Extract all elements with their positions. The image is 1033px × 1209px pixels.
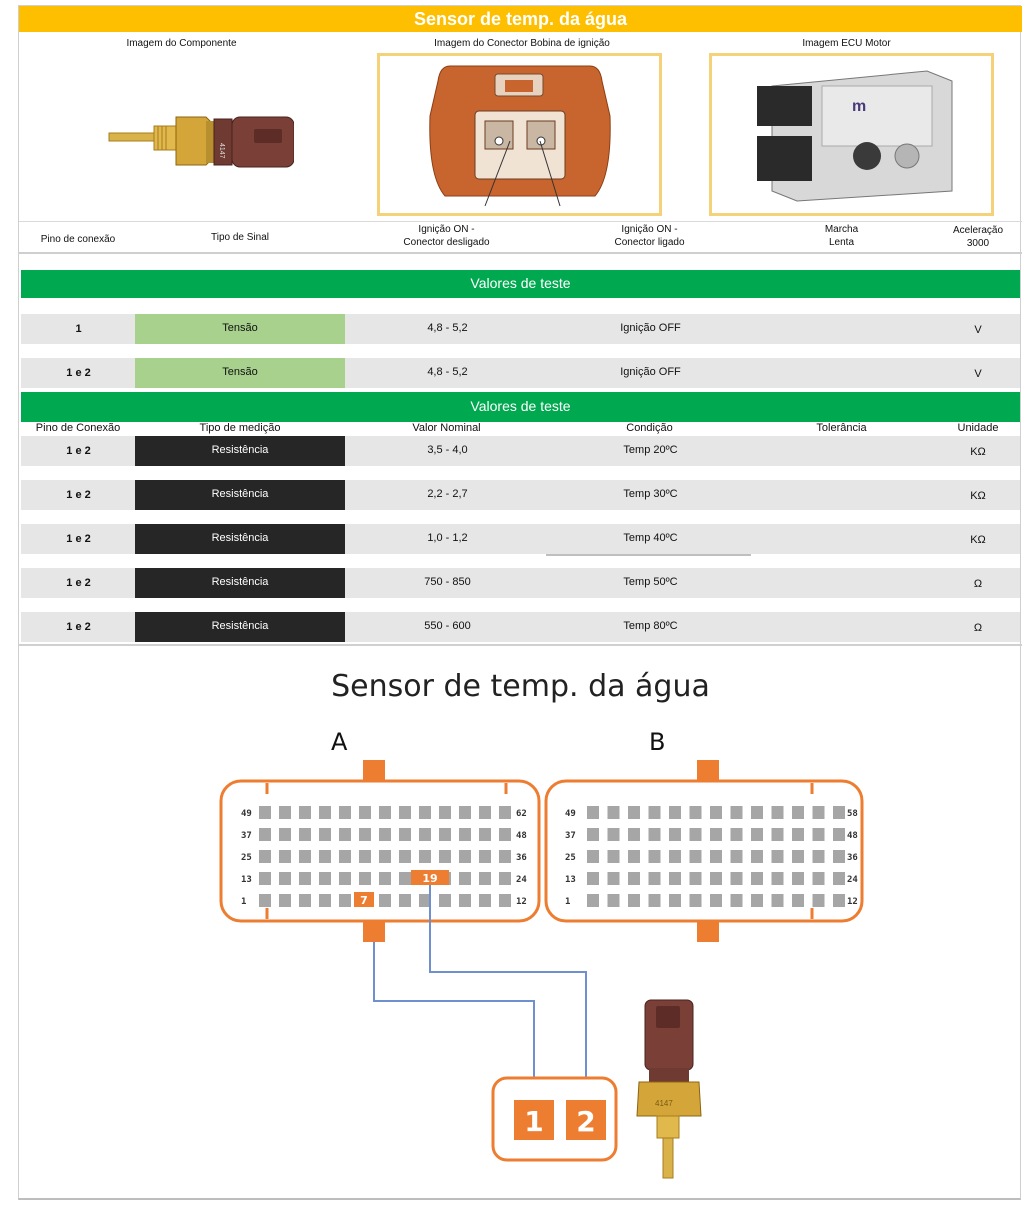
connector-pin bbox=[399, 894, 411, 907]
connector-pin bbox=[669, 872, 681, 885]
connector-pin bbox=[792, 872, 804, 885]
connector-pin bbox=[731, 872, 743, 885]
header-idle bbox=[749, 223, 934, 249]
ecu-image-caption: Imagem ECU Motor bbox=[802, 38, 891, 49]
row-pin: 1 e 2 bbox=[66, 489, 91, 501]
row-value: 550 - 600 bbox=[424, 620, 471, 632]
pin-number-label: 24 bbox=[516, 875, 527, 885]
connector-pin bbox=[299, 894, 311, 907]
table-row bbox=[21, 480, 1020, 510]
connector-pin bbox=[792, 850, 804, 863]
connector-pin bbox=[833, 850, 845, 863]
connector-pin bbox=[279, 850, 291, 863]
connector-pin bbox=[379, 894, 391, 907]
connector-pin bbox=[359, 806, 371, 819]
connector-pin bbox=[833, 828, 845, 841]
connector-pin bbox=[772, 894, 784, 907]
row-unit: Ω bbox=[973, 578, 983, 590]
connector-pin bbox=[259, 894, 271, 907]
connector-pin bbox=[833, 872, 845, 885]
sensor-picture bbox=[637, 1000, 701, 1178]
connector-pin bbox=[751, 894, 763, 907]
header-signal: Tipo de Sinal bbox=[211, 232, 269, 243]
connector-pin bbox=[299, 872, 311, 885]
connector-pin bbox=[608, 828, 620, 841]
section1-title: Valores de teste bbox=[21, 270, 1020, 298]
row-pin: 1 e 2 bbox=[66, 445, 91, 457]
pin-number-label: 49 bbox=[241, 809, 252, 819]
connector-pin bbox=[279, 894, 291, 907]
connector-pin bbox=[772, 806, 784, 819]
pin-number-label: 1 bbox=[565, 897, 571, 907]
connector-pin bbox=[833, 894, 845, 907]
connector-pin bbox=[379, 850, 391, 863]
connector-pin bbox=[439, 828, 451, 841]
connector-pin bbox=[399, 806, 411, 819]
header-ignition-off-line1: Ignição ON - bbox=[418, 224, 475, 235]
connector-pin bbox=[792, 806, 804, 819]
component-image-caption: Imagem do Componente bbox=[126, 38, 237, 49]
connector-pin bbox=[628, 828, 640, 841]
row-pin: 1 e 2 bbox=[66, 533, 91, 545]
connector-pin bbox=[731, 806, 743, 819]
row-unit: KΩ bbox=[970, 446, 986, 458]
connector-pin bbox=[690, 806, 702, 819]
connector-pin bbox=[499, 894, 511, 907]
pin-number-label: 24 bbox=[847, 875, 858, 885]
connector-pin bbox=[439, 894, 451, 907]
connector-pin bbox=[628, 894, 640, 907]
connector-pin bbox=[628, 850, 640, 863]
connector-pin bbox=[359, 872, 371, 885]
connector-pin bbox=[710, 828, 722, 841]
pin-number-label: 62 bbox=[516, 809, 527, 819]
connector-pin bbox=[751, 850, 763, 863]
connector-pin bbox=[399, 828, 411, 841]
ecu-image bbox=[712, 56, 991, 213]
section2-title: Valores de teste bbox=[21, 392, 1020, 422]
connector-pin bbox=[479, 872, 491, 885]
connector-pin bbox=[339, 894, 351, 907]
connector-pin bbox=[587, 828, 599, 841]
connector-pin bbox=[319, 828, 331, 841]
connector-image-frame bbox=[377, 53, 662, 216]
header-ignition-on-line1: Ignição ON - bbox=[621, 224, 678, 235]
connector-pin bbox=[649, 872, 661, 885]
pin-b-label: 19 bbox=[422, 872, 438, 885]
connector-pin bbox=[479, 806, 491, 819]
row-value: 2,2 - 2,7 bbox=[427, 488, 468, 500]
connector-pin bbox=[479, 850, 491, 863]
connector-pin bbox=[499, 872, 511, 885]
pin-number-label: 12 bbox=[516, 897, 527, 907]
connector-pin bbox=[479, 894, 491, 907]
svg-text:m: m bbox=[852, 98, 867, 115]
connector-pin bbox=[751, 828, 763, 841]
connector-pin bbox=[649, 894, 661, 907]
row-condition: Temp 20ºC bbox=[623, 444, 678, 456]
pin-number-label: 37 bbox=[565, 831, 576, 841]
connector-pin bbox=[279, 828, 291, 841]
table-row bbox=[21, 314, 1020, 344]
header-idle-line2: Lenta bbox=[828, 237, 855, 248]
connector-pin bbox=[628, 872, 640, 885]
connector-pin bbox=[319, 806, 331, 819]
table-row bbox=[21, 524, 1020, 554]
connector-pin bbox=[690, 850, 702, 863]
pin-number-label: 58 bbox=[847, 809, 858, 819]
row-type: Resistência bbox=[135, 480, 345, 510]
connector-pin bbox=[710, 872, 722, 885]
connector-pin bbox=[669, 806, 681, 819]
connector-pin bbox=[772, 850, 784, 863]
connector-pin bbox=[419, 828, 431, 841]
ecu-image-frame bbox=[709, 53, 994, 216]
connector-pin bbox=[813, 872, 825, 885]
connector-pin bbox=[710, 850, 722, 863]
connector-pin bbox=[259, 872, 271, 885]
connector-pin bbox=[690, 872, 702, 885]
header-idle-line1: Marcha bbox=[824, 224, 859, 235]
row-condition: Temp 50ºC bbox=[623, 576, 678, 588]
row-unit: Ω bbox=[973, 622, 983, 634]
header-acceleration-line2: 3000 bbox=[966, 238, 990, 249]
connector-pin bbox=[587, 850, 599, 863]
connector-pin bbox=[299, 828, 311, 841]
page-title: Sensor de temp. da água bbox=[19, 6, 1022, 32]
table-row bbox=[21, 358, 1020, 388]
connector-pin bbox=[792, 894, 804, 907]
connector-pin bbox=[379, 872, 391, 885]
connector-pin bbox=[813, 806, 825, 819]
connector-pin bbox=[279, 872, 291, 885]
connector-pin bbox=[319, 894, 331, 907]
connector-pin bbox=[792, 828, 804, 841]
sensor-pin-2-label: 2 bbox=[576, 1105, 596, 1138]
connector-pin bbox=[690, 894, 702, 907]
connector-pin bbox=[379, 806, 391, 819]
header-pin: Pino de conexão bbox=[40, 234, 116, 245]
connector-pin bbox=[499, 806, 511, 819]
col-header-nominal: Valor Nominal bbox=[412, 422, 481, 434]
connector-pin bbox=[813, 894, 825, 907]
pin-number-label: 36 bbox=[516, 853, 527, 863]
connector-pin bbox=[319, 872, 331, 885]
sensor-picture-marking: 4147 bbox=[655, 1099, 673, 1108]
connector-pin bbox=[628, 806, 640, 819]
header-ignition-off bbox=[344, 223, 549, 249]
connector-pin bbox=[479, 828, 491, 841]
row-type: Resistência bbox=[135, 436, 345, 466]
header-separator-bottom bbox=[19, 252, 1022, 254]
connector-pin bbox=[439, 806, 451, 819]
connector-pin bbox=[608, 806, 620, 819]
pin-number-label: 13 bbox=[241, 875, 252, 885]
sensor-marking: 4147 bbox=[218, 143, 225, 159]
header-acceleration-line1: Aceleração bbox=[952, 225, 1004, 236]
connector-pin bbox=[669, 828, 681, 841]
header-ignition-on-line2: Conector ligado bbox=[614, 237, 685, 248]
cell-border bbox=[546, 554, 751, 556]
connector-pin bbox=[608, 850, 620, 863]
row-pin: 1 bbox=[75, 323, 82, 335]
row-condition: Temp 40ºC bbox=[623, 532, 678, 544]
row-pin: 1 e 2 bbox=[66, 621, 91, 633]
connector-pin bbox=[751, 806, 763, 819]
row-unit: V bbox=[974, 324, 982, 336]
row-condition: Ignição OFF bbox=[620, 366, 681, 378]
connector-pin bbox=[379, 828, 391, 841]
connector-pin bbox=[259, 850, 271, 863]
pin-number-label: 25 bbox=[241, 853, 252, 863]
connector-pin bbox=[669, 894, 681, 907]
row-value: 750 - 850 bbox=[424, 576, 471, 588]
connector-pin bbox=[649, 828, 661, 841]
connector-pin bbox=[608, 894, 620, 907]
connector-pin bbox=[259, 828, 271, 841]
table-row bbox=[21, 436, 1020, 466]
connector-pin bbox=[710, 806, 722, 819]
connector-pin bbox=[587, 806, 599, 819]
connector-pin bbox=[731, 850, 743, 863]
connector-b bbox=[546, 760, 862, 942]
col-header-condition: Condição bbox=[626, 422, 673, 434]
connector-pin bbox=[710, 894, 722, 907]
connector-pin bbox=[419, 850, 431, 863]
pin-number-label: 12 bbox=[847, 897, 858, 907]
connector-pin bbox=[279, 806, 291, 819]
connector-pin bbox=[259, 806, 271, 819]
row-unit: KΩ bbox=[970, 534, 986, 546]
connector-pin bbox=[419, 806, 431, 819]
row-unit: KΩ bbox=[970, 490, 986, 502]
row-condition: Temp 30ºC bbox=[623, 488, 678, 500]
pin-number-label: 25 bbox=[565, 853, 576, 863]
connector-pin bbox=[772, 828, 784, 841]
wiring-diagram bbox=[209, 756, 869, 1196]
pin-number-label: 1 bbox=[241, 897, 247, 907]
connector-image bbox=[380, 56, 659, 213]
row-type: Tensão bbox=[135, 314, 345, 344]
pin-number-label: 48 bbox=[516, 831, 527, 841]
header-ignition-on bbox=[547, 223, 752, 249]
col-header-type: Tipo de medição bbox=[199, 422, 281, 434]
row-unit: V bbox=[974, 368, 982, 380]
row-type: Tensão bbox=[135, 358, 345, 388]
connector-pin bbox=[772, 872, 784, 885]
connector-pin bbox=[459, 872, 471, 885]
connector-pin bbox=[459, 894, 471, 907]
header-separator-top bbox=[19, 221, 1022, 222]
connector-pin bbox=[359, 828, 371, 841]
row-type: Resistência bbox=[135, 524, 345, 554]
connector-pin bbox=[399, 850, 411, 863]
connector-pin bbox=[731, 894, 743, 907]
connector-pin bbox=[751, 872, 763, 885]
row-condition: Ignição OFF bbox=[620, 322, 681, 334]
connector-pin bbox=[299, 850, 311, 863]
col-header-pin: Pino de Conexão bbox=[35, 422, 121, 434]
component-image bbox=[104, 101, 294, 181]
connector-pin bbox=[587, 872, 599, 885]
connector-pin bbox=[439, 850, 451, 863]
connector-pin bbox=[649, 806, 661, 819]
connector-pin bbox=[669, 850, 681, 863]
connector-pin bbox=[587, 894, 599, 907]
pin-number-label: 13 bbox=[565, 875, 576, 885]
row-type: Resistência bbox=[135, 612, 345, 642]
connector-pin bbox=[649, 850, 661, 863]
pin-a-label: 7 bbox=[360, 894, 368, 907]
col-header-tolerance: Tolerância bbox=[816, 422, 867, 434]
row-pin: 1 e 2 bbox=[66, 367, 91, 379]
header-ignition-off-line2: Conector desligado bbox=[403, 237, 490, 248]
connector-b-label: B bbox=[649, 728, 666, 756]
table-row bbox=[21, 568, 1020, 598]
connector-pin bbox=[813, 850, 825, 863]
connector-pin bbox=[459, 828, 471, 841]
connector-pin bbox=[833, 806, 845, 819]
pin-number-label: 48 bbox=[847, 831, 858, 841]
connector-pin bbox=[339, 872, 351, 885]
diagram-title: Sensor de temp. da água bbox=[331, 669, 710, 704]
connector-pin bbox=[399, 872, 411, 885]
connector-pin bbox=[459, 806, 471, 819]
connector-pin bbox=[459, 850, 471, 863]
connector-pin bbox=[339, 806, 351, 819]
row-pin: 1 e 2 bbox=[66, 577, 91, 589]
connector-a bbox=[221, 760, 539, 942]
wire-pin-7 bbox=[374, 942, 534, 1098]
connector-pin bbox=[731, 828, 743, 841]
header-acceleration bbox=[934, 224, 1022, 250]
connector-pin bbox=[319, 850, 331, 863]
connector-pin bbox=[299, 806, 311, 819]
table-bottom-border bbox=[19, 644, 1022, 646]
connector-pin bbox=[813, 828, 825, 841]
row-condition: Temp 80ºC bbox=[623, 620, 678, 632]
connector-pin bbox=[339, 828, 351, 841]
connector-image-caption: Imagem do Conector Bobina de ignição bbox=[434, 38, 610, 49]
connector-pin bbox=[690, 828, 702, 841]
connector-pin bbox=[339, 850, 351, 863]
connector-pin bbox=[499, 850, 511, 863]
sensor-pin-1-label: 1 bbox=[524, 1105, 544, 1138]
row-value: 4,8 - 5,2 bbox=[427, 322, 468, 334]
row-value: 4,8 - 5,2 bbox=[427, 366, 468, 378]
connector-pin bbox=[499, 828, 511, 841]
pin-number-label: 49 bbox=[565, 809, 576, 819]
row-value: 3,5 - 4,0 bbox=[427, 444, 468, 456]
col-header-unit: Unidade bbox=[957, 422, 999, 434]
connector-a-label: A bbox=[331, 728, 348, 756]
row-value: 1,0 - 1,2 bbox=[427, 532, 468, 544]
table-row bbox=[21, 612, 1020, 642]
connector-pin bbox=[359, 850, 371, 863]
connector-pin bbox=[608, 872, 620, 885]
worksheet bbox=[18, 5, 1021, 1200]
row-type: Resistência bbox=[135, 568, 345, 598]
pin-number-label: 36 bbox=[847, 853, 858, 863]
pin-number-label: 37 bbox=[241, 831, 252, 841]
